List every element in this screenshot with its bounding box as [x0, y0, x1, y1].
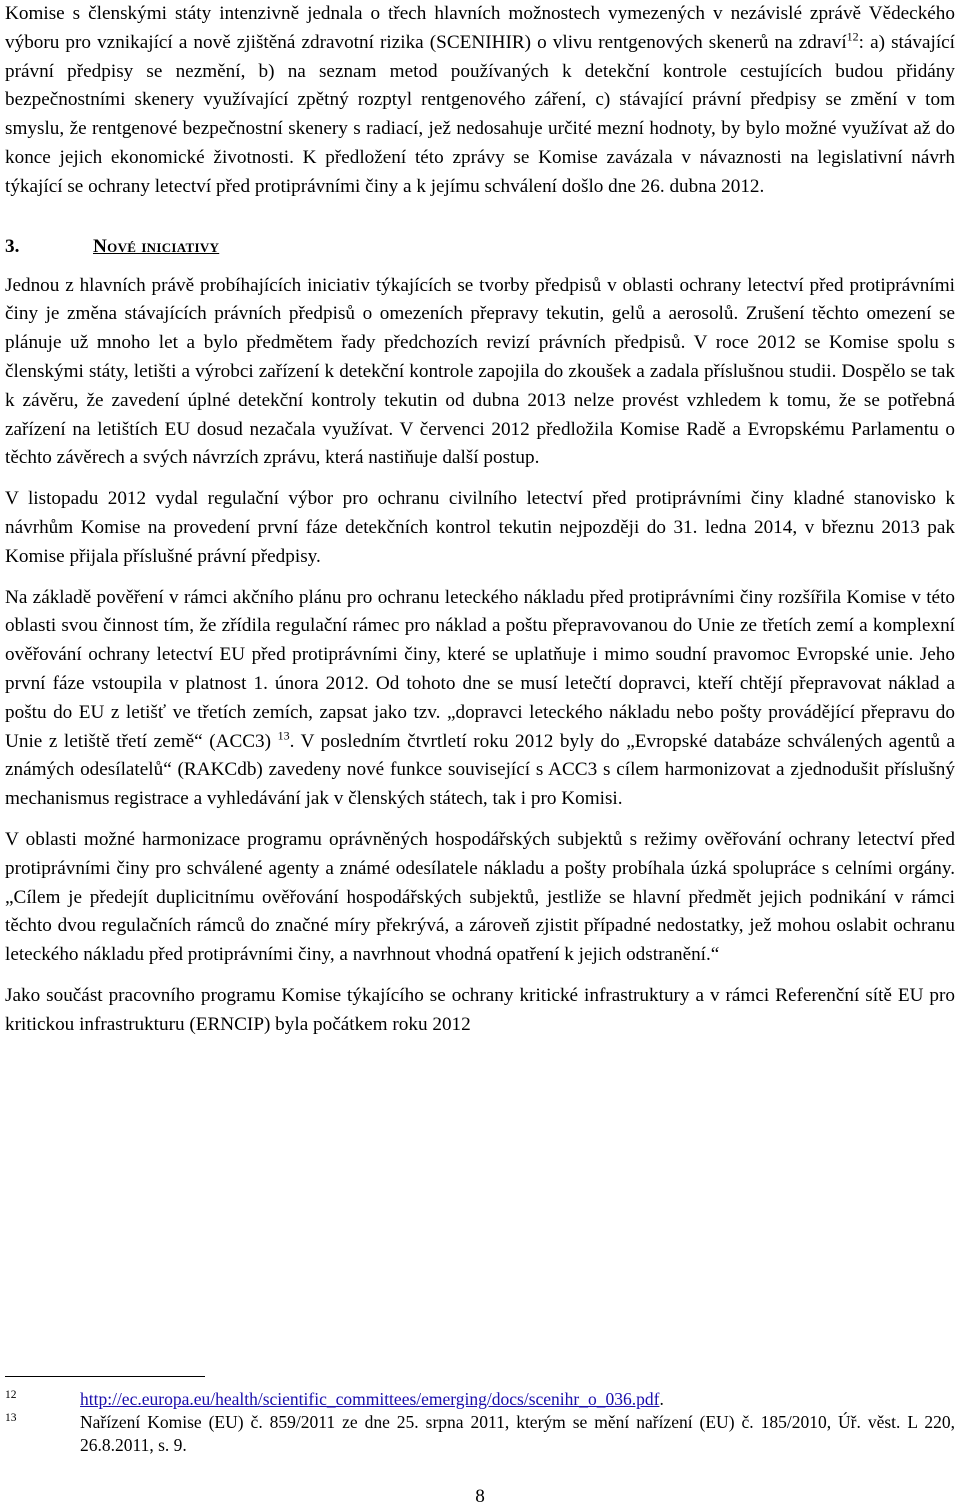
section-heading	[5, 233, 955, 262]
paragraph-air-cargo	[5, 584, 955, 814]
section-number: 3.	[5, 235, 20, 257]
intro-text-part1: Komise s členskými státy intenzivně jednala o třech hlavních možnostech vymezených v nezávislé zprávě Vědeckého výboru pro vznikající a nově zjištěná zdravotní rizika (SCENIHIR) o vlivu rentgenových skenerů na zdraví	[5, 3, 955, 53]
footnote-text	[80, 1388, 955, 1411]
paragraph-liquids: Jednou z hlavních právě probíhajících iniciativ týkajících se tvorby předpisů v oblasti ochrany letectví před protiprávními činy je změna stávajících právních předpisů o omezeních přepravy tekutin, gelů a aerosolů. Zrušení těchto omezení se plánuje už mnoho let a bylo předmětem řady předchozích revizí právních předpisů. V roce 2012 se Komise spolu s členskými státy, letišti a výrobci zařízení k detekční kontrole zapojila do zkoušek a zadala příslušnou studii. Dospělo se tak k závěru, že zavedení úplné detekční kontroly tekutin od dubna 2013 nelze provést vzhledem k tomu, že se potřebná zařízení na letištích EU dosud nezačala využívat. V červenci 2012 předložila Komise Radě a Evropskému Parlamentu o těchto závěrech a svých návrzích zprávu, která nastiňuje další postup.	[5, 274, 955, 469]
air-cargo-text-part1: Na základě pověření v rámci akčního plánu pro ochranu leteckého nákladu před protiprávními činy rozšířila Komise v této oblasti svou činnost tím, že zřídila regulační rámec pro náklad a poštu přepravovanou do Unie ze třetích zemí a komplexní ověřování ochrany letectví EU před protiprávními činy, které se uplatňuje i mimo soudní pravomoc Evropské unie. Jeho první fáze vstoupila v platnost 1. února 2012. Od tohoto dne se musí letečtí dopravci, kteří chtějí přepravovat náklad a poštu do EU z letišť ve třetích zemích, zapsat jako tzv. „dopravci leteckého nákladu nebo pošty provádějící přepravu do Unie z letiště třetí země“ (ACC3)	[5, 586, 955, 752]
footnote-13	[5, 1411, 955, 1457]
footnote-ref-13[interactable]: 13	[277, 728, 290, 743]
footnote-12	[5, 1388, 955, 1411]
footnotes-section	[5, 1376, 955, 1457]
paragraph-regulatory-committee: V listopadu 2012 vydal regulační výbor pro ochranu civilního letectví před protiprávními činy kladné stanovisko k návrhům Komise na provedení první fáze detekčních kontrol tekutin nejpozději do 31. ledna 2014, v březnu 2013 pak Komise přijala příslušné právní předpisy.	[5, 488, 955, 567]
footnote-mark: 12	[5, 1389, 17, 1401]
paragraph-critical-infrastructure: Jako součást pracovního programu Komise týkajícího se ochrany kritické infrastruktury a v rámci Referenční sítě EU pro kritickou infrastrukturu (ERNCIP) byla počátkem roku 2012	[5, 984, 955, 1035]
intro-text-part2: : a) stávající právní předpisy se nezmění, b) na seznam metod používaných k detekční kontrole cestujících budou přidány bezpečnostními skenery využívající zpětný rozptyl rentgenového záření, c) stávající právní předpisy se změní v tom smyslu, že rentgenové bezpečnostní skenery s radiací, jež nedosahuje určité mezní hodnoty, by bylo možné využívat až do konce jejich ekonomické životnosti. K předložení této zprávy se Komise zavázala v návaznosti na legislativní návrh týkající se ochrany letectví před protiprávními činy a k jejímu schválení došlo dne 26. dubna 2012.	[5, 31, 955, 197]
document-page	[5, 0, 955, 1040]
intro-paragraph	[5, 0, 955, 202]
footnote-text: Nařízení Komise (EU) č. 859/2011 ze dne 25. srpna 2011, kterým se mění nařízení (EU) č. 185/2010, Úř. věst. L 220, 26.8.2011, s. 9.	[80, 1412, 955, 1455]
paragraph-customs-cooperation: V oblasti možné harmonizace programu oprávněných hospodářských subjektů s režimy ověřování ochrany letectví před protiprávními činy pro schválené agenty a známé odesílatele nákladu a pošty probíhala úzká spolupráce s celními orgány. „Cílem je předejít duplicitnímu ověřování hospodářských subjektů, jestliže se hlavní předmět jejich podnikání v rámci těchto dvou regulačních rámců do značné míry překrývá, a zároveň zjistit případné nedostatky, jež mohou oslabit ochranu leteckého nákladu před protiprávními činy, a navrhnout vhodná opatření k jejich odstranění.“	[5, 828, 955, 966]
air-cargo-text-part2: . V posledním čtvrtletí roku 2012 byly do „Evropské databáze schválených agentů a známých odesílatelů“ (RAKCdb) zavedeny nové funkce související s ACC3 s cílem harmonizovat a zjednodušit příslušný mechanismus registrace a vyhledávání jak v členských státech, tak i pro Komisi.	[5, 730, 956, 810]
footnote-divider	[5, 1376, 205, 1377]
section-title: Nové iniciativy	[93, 235, 220, 257]
footnote-mark: 13	[5, 1412, 17, 1424]
page-number: 8	[475, 1486, 485, 1507]
footnote-link[interactable]: http://ec.europa.eu/health/scientific_committees/emerging/docs/scenihr_o_036.pdf	[80, 1389, 660, 1409]
footnote-ref-12[interactable]: 12	[846, 29, 859, 44]
footnote-suffix: .	[659, 1389, 664, 1409]
